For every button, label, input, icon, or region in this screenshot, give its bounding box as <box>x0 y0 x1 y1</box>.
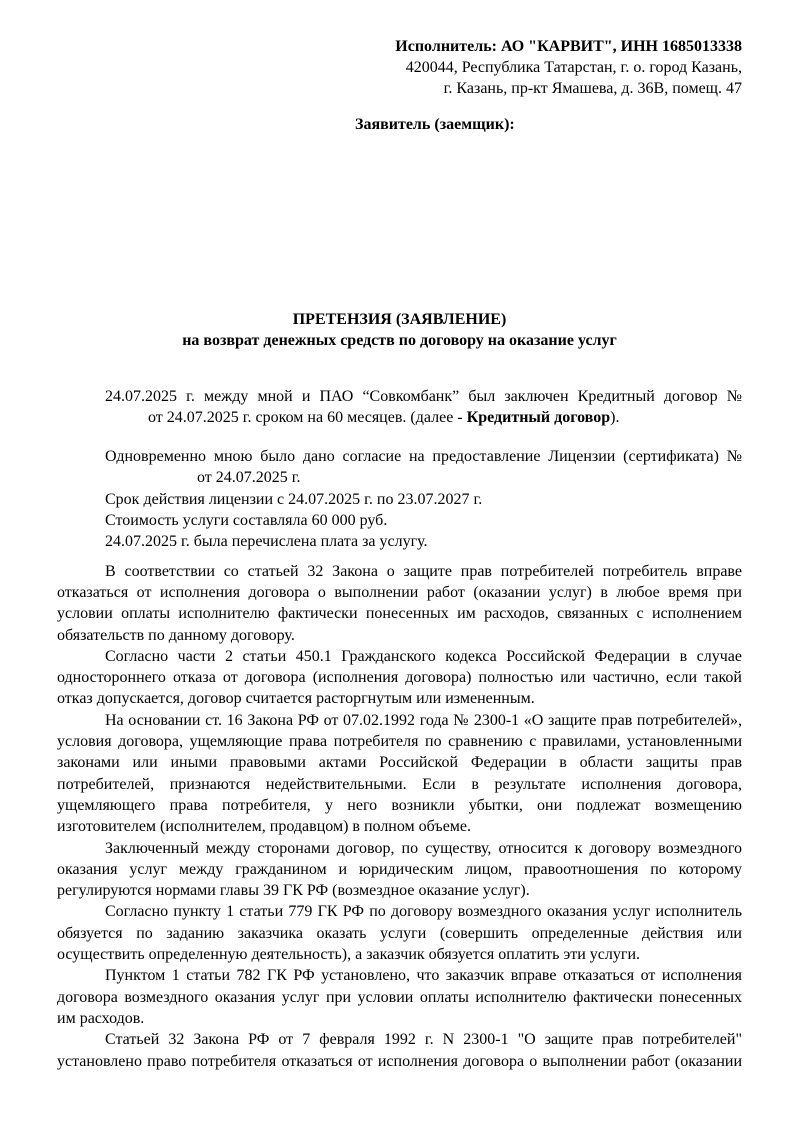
paragraph-line: Срок действия лицензии с 24.07.2025 г. по 23.07.2027 г. <box>105 490 483 508</box>
paragraph-line: одностороннего отказа от договора (исполнения договора) полностью или частично, если такой <box>57 669 742 687</box>
paragraph <box>57 838 742 902</box>
paragraph-line: 24.07.2025 г. между мной и ПАО “Совкомбанк” был заключен Кредитный договор № <box>105 387 742 405</box>
executor-address-line1: 420044, Республика Татарстан, г. о. город Казань, <box>405 59 742 76</box>
paragraph <box>57 710 742 838</box>
paragraph <box>57 1029 742 1072</box>
paragraph-line: регулируются нормами главы 39 ГК РФ (возмездное оказание услуг). <box>57 882 530 900</box>
paragraph-line: потребителей, признаются недействительными. Если в результате исполнения договора, <box>57 775 742 793</box>
paragraph <box>57 646 742 710</box>
executor-address-line2: г. Казань, пр-кт Ямашева, д. 36В, помещ. 47 <box>443 80 742 97</box>
paragraph-line: условии оплаты исполнителю фактически понесенных им расходов, связанных с исполнением <box>57 605 742 623</box>
document-body <box>57 386 742 1072</box>
applicant-label: Заявитель (заемщик): <box>355 116 515 133</box>
paragraph-line: Согласно части 2 статьи 450.1 Гражданского кодекса Российской Федерации в случае <box>105 647 742 665</box>
paragraph-line: Пунктом 1 статьи 782 ГК РФ установлено, что заказчик вправе отказаться от исполнения <box>105 967 742 985</box>
paragraph <box>57 901 742 965</box>
title-block <box>57 309 742 352</box>
paragraph-line: от 24.07.2025 г. сроком на 60 месяцев. (далее - Кредитный договор). <box>148 408 620 426</box>
paragraph <box>57 446 742 552</box>
paragraph-line: обязуется по заданию заказчика оказать услуги (совершить определенные действия или <box>57 924 742 942</box>
paragraph-line: Статьей 32 Закона РФ от 7 февраля 1992 г. N 2300-1 "О защите прав потребителей" <box>105 1031 742 1049</box>
paragraph-line: законами или иными правовыми актами Российской Федерации в области защиты прав <box>57 754 742 772</box>
paragraph-line: обязательств по данному договору. <box>57 626 295 644</box>
paragraph-line: изготовителем (исполнителем, продавцом) в полном объеме. <box>57 818 472 836</box>
paragraph-line: 24.07.2025 г. была перечислена плата за услугу. <box>105 533 428 551</box>
paragraph-line: отказ допускается, договор считается расторгнутым или измененным. <box>57 690 535 708</box>
paragraph-line: установлено право потребителя отказаться от исполнения договора о выполнении работ (оказании <box>57 1052 742 1070</box>
paragraph-line: условия договора, ущемляющие права потребителя по сравнению с правилами, установленными <box>57 733 742 751</box>
executor-header <box>355 36 742 135</box>
paragraph-line: им расходов. <box>57 1009 145 1027</box>
paragraph-line: Заключенный между сторонами договор, по существу, относится к договору возмездного <box>105 839 742 857</box>
paragraph-line: оказания услуг между гражданином и юридическим лицом, правоотношения по которому <box>57 860 742 878</box>
document-title: ПРЕТЕНЗИЯ (ЗАЯВЛЕНИЕ) <box>292 311 507 328</box>
paragraph-line: На основании ст. 16 Закона РФ от 07.02.1992 года № 2300-1 «О защите прав потребителей», <box>105 711 742 729</box>
paragraph-line: Стоимость услуги составляла 60 000 руб. <box>105 512 388 530</box>
paragraph-line: осуществить определенную деятельность), а заказчик обязуется оплатить эти услуги. <box>57 946 640 964</box>
paragraph-line: Одновременно мною было дано согласие на предоставление Лицензии (сертификата) № <box>105 448 742 466</box>
paragraph <box>57 561 742 646</box>
executor-line: Исполнитель: АО "КАРВИТ", ИНН 1685013338 <box>395 38 742 55</box>
document-subtitle: на возврат денежных средств по договору на оказание услуг <box>182 332 617 350</box>
paragraph-line: ущемляющего права потребителя, у него возникли убытки, они подлежат возмещению <box>57 796 742 814</box>
paragraph-line: Согласно пункту 1 статьи 779 ГК РФ по договору возмездного оказания услуг исполнитель <box>105 903 742 921</box>
paragraph-line: В соответствии со статьей 32 Закона о защите прав потребителей потребитель вправе <box>105 562 742 580</box>
paragraph <box>57 965 742 1029</box>
paragraph-line: отказаться от исполнения договора о выполнении работ (оказании услуг) в любое время при <box>57 583 742 601</box>
paragraph <box>57 386 742 429</box>
paragraph-line: от 24.07.2025 г. <box>197 469 301 487</box>
paragraph-line: договора возмездного оказания услуг при условии оплаты исполнителю фактически понесенных <box>57 988 742 1006</box>
